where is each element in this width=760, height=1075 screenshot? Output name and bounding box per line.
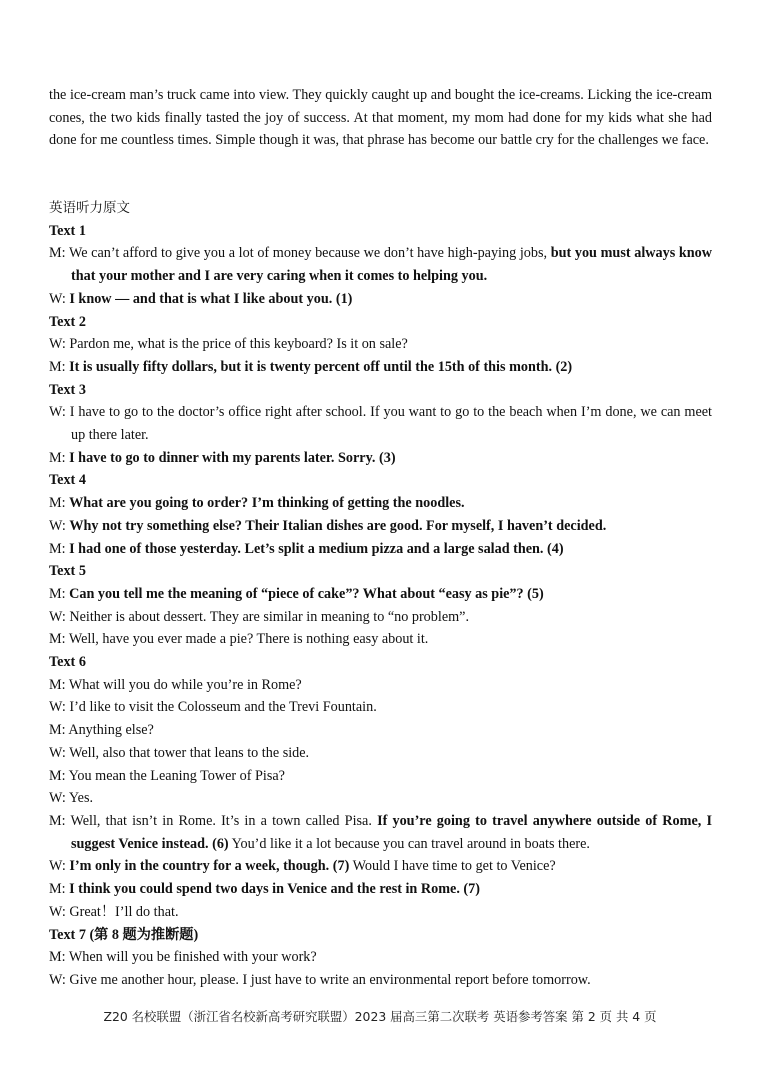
dialogue-line [49, 447, 712, 470]
dialogue-line [49, 674, 712, 697]
answer-key-text: Why not try something else? Their Italian dishes are good. For myself, I haven’t decided. [69, 517, 607, 534]
page-footer: Z20 名校联盟（浙江省名校新高考研究联盟）2023 届高三第二次联考 英语参考答案 第 2 页 共 4 页 [103, 1009, 657, 1024]
dialogue-text: Well, have you ever made a pie? There is nothing easy about it. [68, 631, 429, 648]
dialogue-line [49, 583, 712, 606]
section-title: 英语听力原文 [49, 200, 130, 216]
answer-key-text: It is usually fifty dollars, but it is twenty percent off until the 15th of this month. (2) [69, 358, 573, 375]
speaker-label: W: [49, 290, 66, 307]
dialogue-line [49, 969, 712, 992]
dialogue-text: I’d like to visit the Colosseum and the Trevi Fountain. [69, 699, 377, 716]
speaker-label: M: [49, 881, 66, 898]
dialogue-line [49, 810, 712, 855]
dialogue-text: Would I have time to get to Venice? [349, 858, 556, 875]
dialogue-text: Neither is about dessert. They are similar in meaning to “no problem”. [69, 608, 469, 625]
answer-key-text: I think you could spend two days in Venice and the rest in Rome. (7) [69, 881, 480, 898]
speaker-label: W: [49, 699, 66, 716]
answer-key-text: but you must always know that your mother and I are very caring when it comes to helping you. [71, 245, 712, 285]
speaker-label: M: [49, 949, 66, 966]
answer-key-text: I have to go to dinner with my parents later. Sorry. (3) [69, 449, 396, 466]
dialogue-text: You mean the Leaning Tower of Pisa? [68, 767, 285, 784]
text-heading: Text 7 (第 8 题为推断题) [49, 926, 199, 943]
speaker-label: M: [49, 722, 66, 739]
speaker-label: M: [49, 812, 66, 829]
text-heading: Text 5 [49, 563, 86, 580]
dialogue-text: Well, that isn’t in Rome. It’s in a town called Pisa. [70, 812, 378, 829]
speaker-label: W: [49, 744, 66, 761]
dialogue-line [49, 492, 712, 515]
dialogue-text: Pardon me, what is the price of this keyboard? Is it on sale? [69, 336, 408, 353]
speaker-label: W: [49, 517, 66, 534]
speaker-label: M: [49, 767, 66, 784]
speaker-label: M: [49, 245, 66, 262]
dialogue-text: Great！I’ll do that. [69, 903, 179, 920]
dialogue-line [49, 401, 712, 446]
answer-key-text: If you’re going to travel anywhere outside of Rome, I suggest Venice instead. (6) [71, 812, 712, 852]
dialogue-line [49, 333, 712, 356]
dialogue-line [49, 946, 712, 969]
dialogue-text: I have to go to the doctor’s office right after school. If you want to go to the beach when I’m done, we can meet up there later. [69, 404, 712, 444]
dialogue-line [49, 719, 712, 742]
speaker-label: M: [49, 358, 66, 375]
dialogue-line [49, 765, 712, 788]
dialogue-text: Well, also that tower that leans to the side. [69, 744, 310, 761]
speaker-label: M: [49, 495, 66, 512]
dialogue-line [49, 742, 712, 765]
dialogue-line [49, 606, 712, 629]
text-heading: Text 2 [49, 313, 86, 330]
speaker-label: M: [49, 585, 66, 602]
dialogue-line [49, 242, 712, 287]
text-heading: Text 6 [49, 654, 86, 671]
speaker-label: W: [49, 971, 66, 988]
speaker-label: W: [49, 903, 66, 920]
speaker-label: M: [49, 540, 66, 557]
text-heading: Text 4 [49, 472, 86, 489]
speaker-label: W: [49, 858, 66, 875]
speaker-label: W: [49, 336, 66, 353]
dialogue-text: Give me another hour, please. I just have to write an environmental report before tomorrow. [69, 971, 591, 988]
speaker-label: M: [49, 676, 66, 693]
dialogue-text: Yes. [68, 790, 94, 807]
dialogue-line [49, 628, 712, 651]
dialogue-line [49, 901, 712, 924]
dialogue-line [49, 538, 712, 561]
dialogue-line [49, 288, 712, 311]
dialogue-text: Anything else? [68, 722, 154, 739]
dialogue-text: We can’t afford to give you a lot of money because we don’t have high-paying jobs, [68, 245, 551, 262]
speaker-label: W: [49, 608, 66, 625]
dialogue-line [49, 356, 712, 379]
dialogue-line [49, 787, 712, 810]
dialogue-line [49, 855, 712, 878]
speaker-label: M: [49, 449, 66, 466]
answer-key-text: Can you tell me the meaning of “piece of cake”? What about “easy as pie”? (5) [69, 585, 544, 602]
dialogue-line [49, 696, 712, 719]
listening-transcript [49, 197, 712, 992]
texts-container [49, 220, 712, 992]
answer-key-text: I’m only in the country for a week, though. (7) [69, 858, 350, 875]
intro-paragraph: the ice-cream man’s truck came into view. They quickly caught up and bought the ice-creams. Licking the ice-cream cones, the two kids finally tasted the joy of success. At that moment, my mom had done for my kids what she had done for me countless times. Simple though it was, that phrase has become our battle cry for the challenges we face. [49, 87, 712, 149]
speaker-label: W: [49, 404, 66, 421]
dialogue-text: What will you do while you’re in Rome? [68, 676, 302, 693]
speaker-label: W: [49, 790, 66, 807]
dialogue-text: You’d like it a lot because you can travel around in boats there. [228, 835, 590, 852]
answer-key-text: I know — and that is what I like about you. (1) [69, 290, 353, 307]
dialogue-text: When will you be finished with your work? [68, 949, 317, 966]
answer-key-text: What are you going to order? I’m thinking of getting the noodles. [69, 495, 465, 512]
dialogue-line [49, 878, 712, 901]
text-heading: Text 3 [49, 381, 86, 398]
answer-key-text: I had one of those yesterday. Let’s split a medium pizza and a large salad then. (4) [69, 540, 564, 557]
speaker-label: M: [49, 631, 66, 648]
dialogue-line [49, 515, 712, 538]
text-heading: Text 1 [49, 222, 86, 239]
